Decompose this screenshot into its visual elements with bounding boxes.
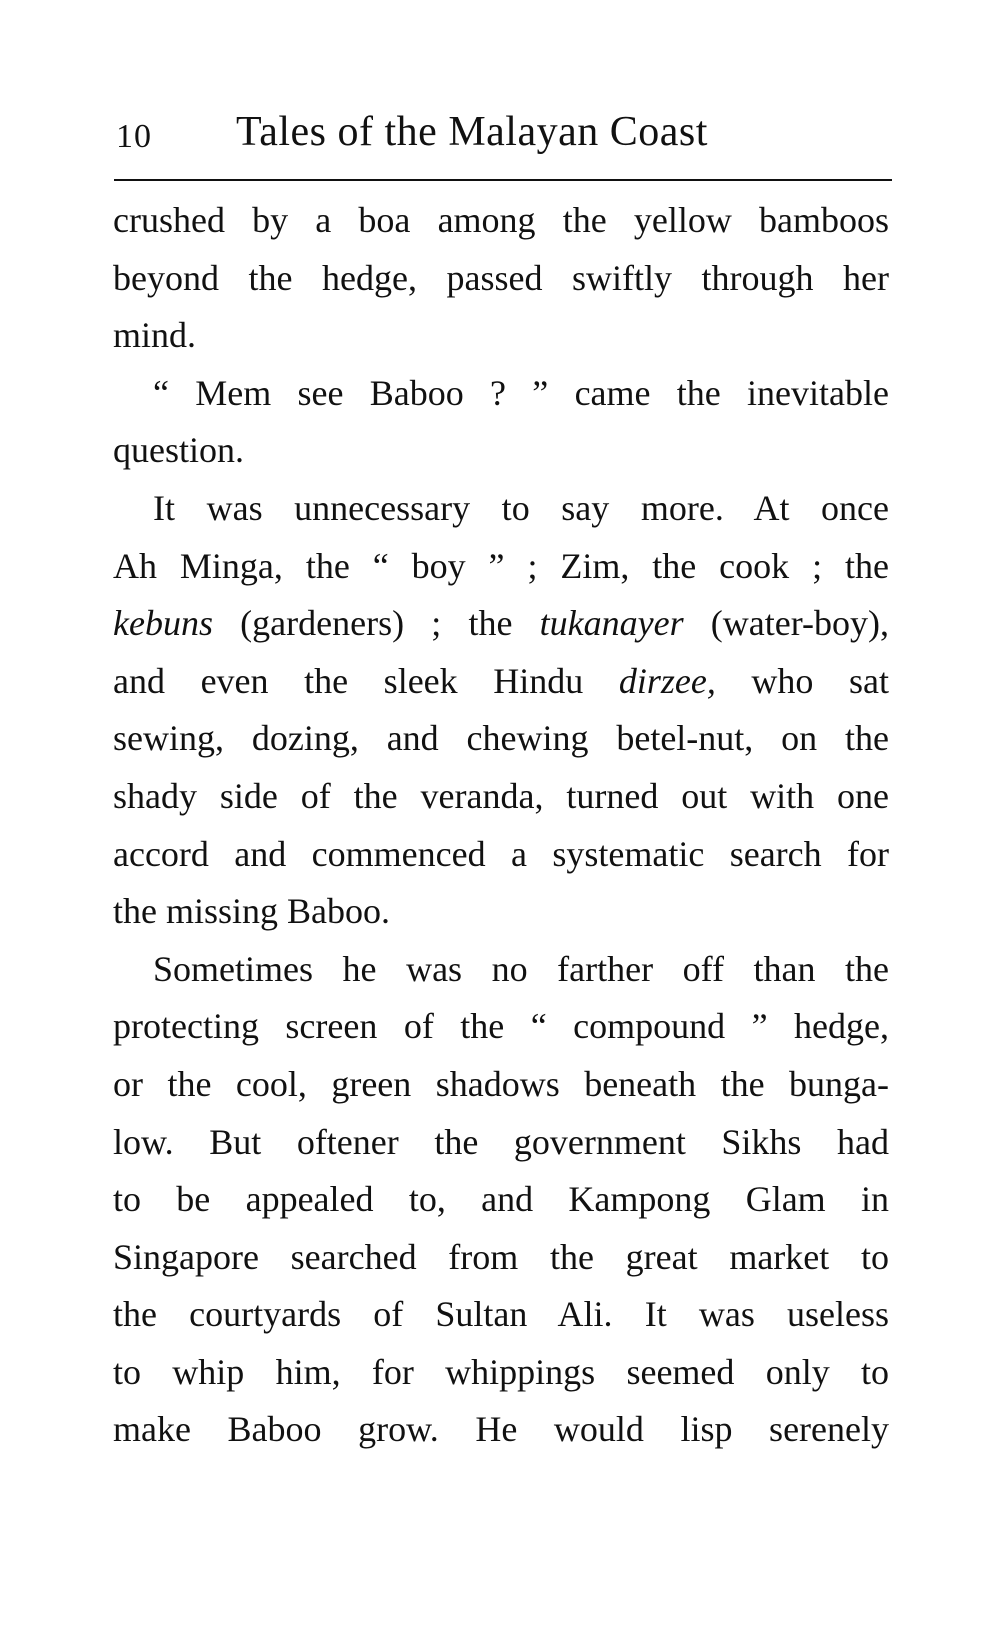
text-segment: and even the sleek Hindu — [113, 660, 619, 701]
text-line: Sometimes he was no farther off than the — [153, 948, 889, 989]
text-line: Singapore searched from the great market to — [113, 1236, 889, 1277]
text-segment: (gardeners) ; the — [212, 603, 540, 644]
text-line: beyond the hedge, passed swiftly through her — [113, 257, 889, 298]
italic-term-kebuns: kebuns — [113, 603, 213, 644]
text-line: protecting screen of the “ compound ” hedge, — [113, 1006, 889, 1047]
running-title: Tales of the Malayan Coast — [236, 109, 708, 155]
text-line: accord and commenced a systematic search for — [113, 833, 889, 874]
text-line: crushed by a boa among the yellow bamboos — [113, 200, 889, 240]
text-line — [113, 653, 889, 711]
text-line: sewing, dozing, and chewing betel-nut, on the — [113, 718, 889, 759]
text-line: to whip him, for whippings seemed only to — [113, 1351, 889, 1392]
text-line: “ Mem see Baboo ? ” came the inevitable — [153, 372, 889, 413]
italic-term-dirzee: dirzee, — [618, 660, 716, 701]
text-line: It was unnecessary to say more. At once — [153, 487, 889, 528]
text-line: the courtyards of Sultan Ali. It was useless — [113, 1294, 889, 1335]
page-number: 10 — [116, 118, 152, 155]
body-text — [113, 192, 889, 1459]
text-line: the missing Baboo. — [113, 891, 390, 932]
text-line: to be appealed to, and Kampong Glam in — [113, 1179, 889, 1220]
running-header — [116, 108, 891, 160]
text-line: Ah Minga, the “ boy ” ; Zim, the cook ; the — [113, 545, 889, 586]
text-line: mind. — [113, 315, 197, 356]
italic-term-tukanayer: tukanayer — [539, 603, 684, 644]
header-rule — [114, 179, 892, 181]
text-line: low. But oftener the government Sikhs had — [113, 1121, 889, 1162]
text-line: make Baboo grow. He would lisp serenely — [113, 1409, 889, 1450]
text-line: question. — [113, 430, 244, 471]
text-line: or the cool, green shadows beneath the bunga- — [113, 1063, 889, 1104]
text-segment: (water-boy), — [683, 603, 889, 644]
text-segment: who sat — [715, 660, 889, 701]
text-line: shady side of the veranda, turned out with one — [113, 775, 889, 816]
text-line — [113, 595, 889, 653]
